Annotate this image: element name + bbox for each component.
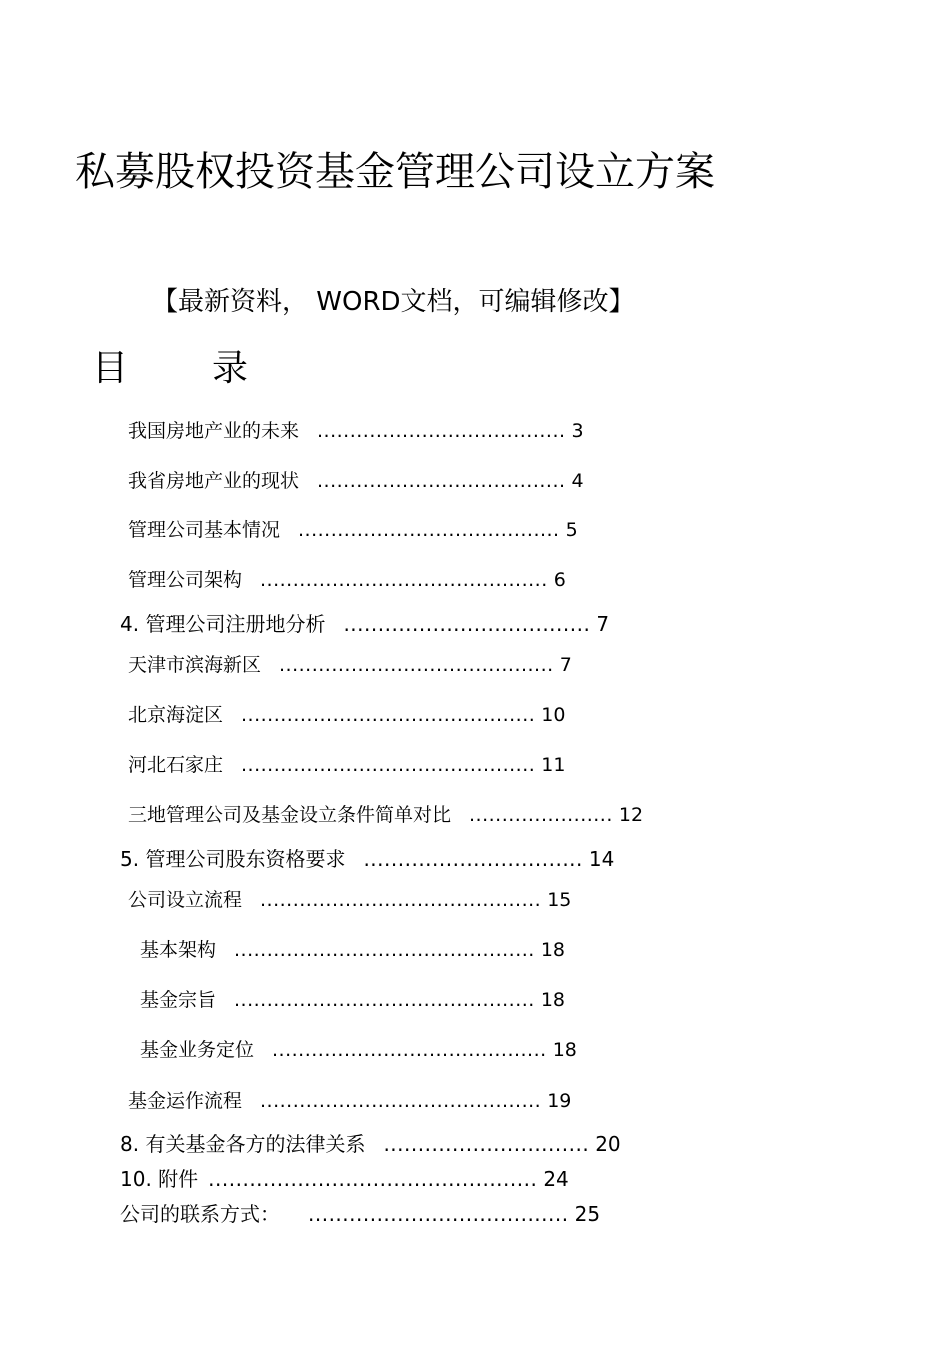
document-subtitle: 【最新资料， WORD文档，可编辑修改】 — [152, 287, 635, 317]
toc-entry-label: 三地管理公司及基金设立条件简单对比 — [128, 804, 452, 826]
toc-entry-page: 12 — [618, 804, 644, 826]
toc-entry-leader: .......................................... — [279, 654, 554, 676]
toc-entry[interactable] — [120, 1166, 569, 1192]
toc-entry-label: 我省房地产业的现状 — [128, 470, 300, 492]
toc-entry[interactable] — [120, 1201, 600, 1227]
toc-entry-leader: ...................................... — [317, 420, 566, 442]
toc-entry[interactable] — [140, 987, 565, 1013]
toc-entry-leader: .................................... — [343, 612, 591, 636]
toc-entry-leader: ...................... — [469, 804, 613, 826]
toc-entry[interactable] — [120, 846, 614, 872]
toc-entry-page: 6 — [553, 569, 566, 591]
toc-entry-page: 18 — [540, 939, 566, 961]
toc-entry[interactable] — [128, 652, 572, 678]
toc-entry-page: 20 — [595, 1132, 621, 1156]
toc-entry-leader: .............................................. — [234, 939, 535, 961]
toc-entry-label: 基金业务定位 — [140, 1039, 255, 1061]
toc-entry-page: 4 — [571, 470, 584, 492]
toc-entry[interactable] — [140, 1037, 577, 1063]
toc-entry[interactable] — [128, 418, 584, 444]
toc-entry-leader: ........................................ — [298, 519, 560, 541]
toc-entry[interactable] — [128, 468, 584, 494]
toc-entry-page: 18 — [552, 1039, 577, 1061]
toc-entry-page: 10 — [541, 704, 566, 726]
toc-entry-label: 4. 管理公司注册地分析 — [120, 612, 326, 636]
toc-entry-label: 河北石家庄 — [128, 754, 224, 776]
toc-entry-label: 公司的联系方式： — [120, 1202, 280, 1226]
toc-entry-page: 3 — [571, 420, 584, 442]
toc-entry-label: 北京海淀区 — [128, 704, 224, 726]
toc-entry-label: 基金宗旨 — [140, 989, 217, 1011]
toc-entry[interactable] — [120, 611, 609, 637]
toc-heading — [92, 345, 248, 393]
toc-heading-left: 目 — [92, 348, 129, 389]
toc-entry-leader: ...................................... — [308, 1202, 569, 1226]
toc-entry-page: 11 — [541, 754, 566, 776]
toc-entry-page: 25 — [574, 1202, 601, 1226]
toc-entry-page: 7 — [559, 654, 572, 676]
toc-entry-label: 基金运作流程 — [128, 1090, 243, 1112]
toc-entry-leader: ............................................. — [241, 704, 536, 726]
toc-entry-page: 15 — [547, 889, 572, 911]
document-title: 私募股权投资基金管理公司设立方案 — [75, 149, 715, 195]
toc-entry-label: 天津市滨海新区 — [128, 654, 262, 676]
toc-entry[interactable] — [120, 1131, 621, 1157]
toc-entry-leader: .......................................... — [272, 1039, 547, 1061]
toc-entry-page: 19 — [547, 1090, 572, 1112]
toc-entry-leader: .............................. — [383, 1132, 590, 1156]
toc-entry-label: 我国房地产业的未来 — [128, 420, 300, 442]
toc-entry-leader: ...................................... — [317, 470, 566, 492]
toc-entry[interactable] — [128, 702, 565, 728]
toc-entry-label: 管理公司基本情况 — [128, 519, 281, 541]
toc-heading-right: 录 — [212, 348, 249, 389]
toc-entry-leader: ........................................... — [260, 1090, 542, 1112]
toc-entry-leader: ................................ — [363, 847, 583, 871]
toc-entry-leader: ............................................. — [241, 754, 536, 776]
toc-entry-label: 10. 附件 — [120, 1167, 199, 1191]
toc-entry-page: 5 — [565, 519, 578, 541]
toc-entry-leader: .............................................. — [234, 989, 535, 1011]
toc-entry-page: 7 — [596, 612, 610, 636]
toc-entry[interactable] — [128, 752, 565, 778]
toc-entry-label: 5. 管理公司股东资格要求 — [120, 847, 346, 871]
toc-entry[interactable] — [140, 937, 565, 963]
toc-entry[interactable] — [128, 1088, 571, 1114]
toc-entry-label: 基本架构 — [140, 939, 217, 961]
toc-entry[interactable] — [128, 802, 643, 828]
toc-entry-leader: ............................................ — [260, 569, 548, 591]
toc-entry[interactable] — [128, 567, 566, 593]
toc-entry-label: 公司设立流程 — [128, 889, 243, 911]
toc-entry-page: 24 — [543, 1167, 569, 1191]
toc-entry-page: 18 — [540, 989, 566, 1011]
toc-entry-label: 8. 有关基金各方的法律关系 — [120, 1132, 366, 1156]
toc-entry-leader: ................................................ — [208, 1167, 538, 1191]
toc-entry-label: 管理公司架构 — [128, 569, 243, 591]
toc-entry[interactable] — [128, 887, 571, 913]
toc-entry-leader: ........................................... — [260, 889, 542, 911]
toc-entry-page: 14 — [588, 847, 615, 871]
toc-entry[interactable] — [128, 517, 578, 543]
